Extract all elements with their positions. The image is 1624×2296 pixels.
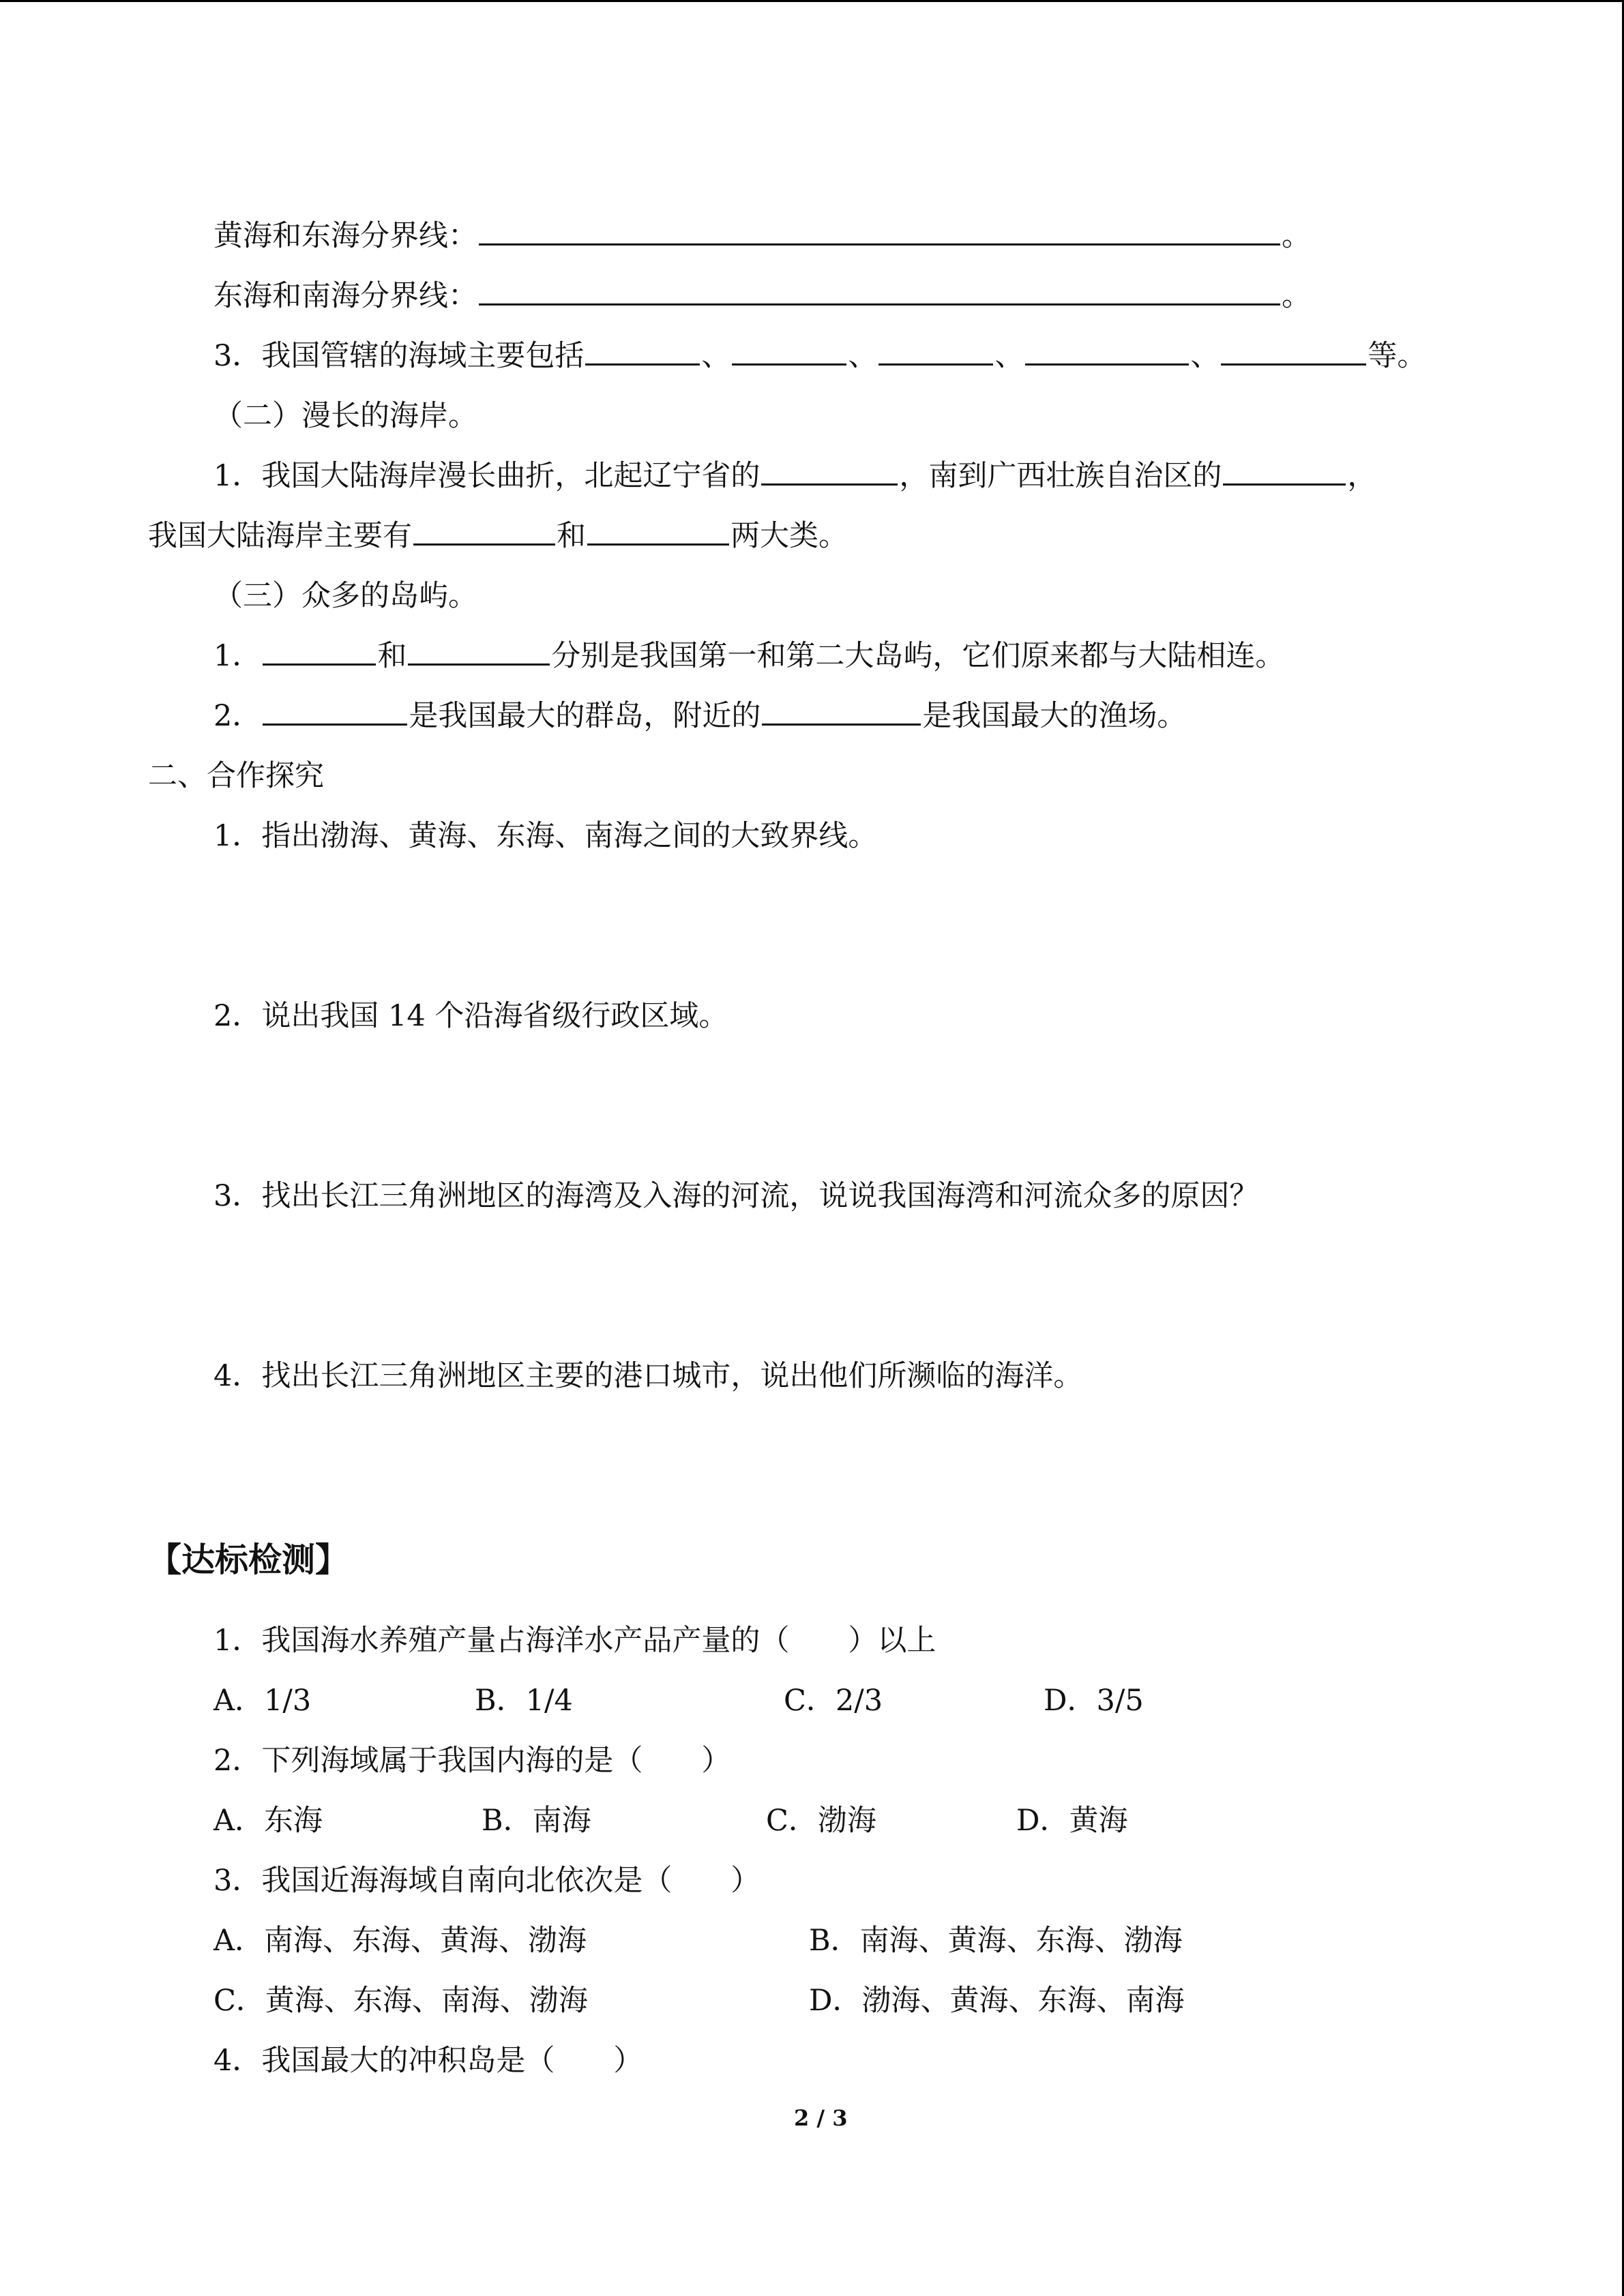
island-question-1 [213, 636, 1284, 676]
coast-question-line-2 [148, 516, 848, 556]
coast-south-blank[interactable] [1223, 456, 1346, 486]
coast-type-blank-2[interactable] [587, 516, 729, 546]
question-number: 1． [213, 639, 262, 673]
boundary-dong-nan-blank[interactable] [479, 276, 1280, 305]
sea-area-blank-2[interactable] [732, 336, 846, 366]
page-top-border [0, 0, 1624, 2]
sea-area-blank-5[interactable] [1221, 336, 1366, 366]
separator: 、 [701, 339, 731, 373]
test-q2-option-c: C．渤海 [766, 1804, 876, 1838]
page-number: 2 / 3 [794, 2105, 848, 2131]
period: 。 [1282, 279, 1311, 313]
boundary-huang-dong-blank[interactable] [479, 216, 1280, 245]
test-q3-option-b: B．南海、黄海、东海、渤海 [809, 1924, 1183, 1958]
test-q3-option-d: D．渤海、黄海、东海、南海 [809, 1984, 1185, 2018]
test-q1-option-a: A．1/3 [213, 1684, 312, 1718]
question-text: 和 [377, 639, 407, 673]
subsection-islands-title: （三）众多的岛屿。 [213, 579, 477, 613]
cooperation-question-2: 2．说出我国 14 个沿海省级行政区域。 [213, 999, 728, 1033]
question-text: 是我国最大的渔场。 [922, 699, 1187, 733]
separator: 、 [994, 339, 1024, 373]
question-text: 3．我国管辖的海域主要包括 [213, 339, 585, 373]
test-q1-option-b: B．1/4 [475, 1684, 573, 1718]
question-suffix: 等。 [1368, 339, 1427, 373]
archipelago-blank[interactable] [263, 696, 407, 726]
separator: 、 [1190, 339, 1220, 373]
test-q2-option-a: A．东海 [213, 1804, 323, 1838]
question-text: 和 [557, 519, 586, 553]
sea-area-question [213, 336, 1426, 376]
cooperation-question-4: 4．找出长江三角洲地区主要的港口城市，说出他们所濒临的海洋。 [213, 1359, 1083, 1393]
cooperation-question-3: 3．找出长江三角洲地区的海湾及入海的河流，说说我国海湾和河流众多的原因？ [213, 1179, 1259, 1213]
island-largest-blank[interactable] [263, 636, 376, 666]
question-text: 两大类。 [730, 519, 848, 553]
cooperation-section-title: 二、合作探究 [148, 759, 324, 793]
test-question-2: 2．下列海域属于我国内海的是（ ） [213, 1744, 731, 1778]
island-question-2 [213, 696, 1186, 736]
comma: ， [1347, 459, 1377, 493]
test-q1-option-d: D．3/5 [1044, 1684, 1144, 1718]
test-q2-option-b: B．南海 [482, 1804, 591, 1838]
test-question-3: 3．我国近海海域自南向北依次是（ ） [213, 1864, 761, 1898]
question-number: 2． [213, 699, 262, 733]
coast-north-blank[interactable] [761, 456, 898, 486]
test-section-title: 【达标检测】 [148, 1540, 349, 1579]
question-text: 1．我国大陆海岸漫长曲折，北起辽宁省的 [213, 459, 761, 493]
boundary-huang-dong-line [213, 215, 1311, 256]
separator: 、 [848, 339, 878, 373]
question-text: 分别是我国第一和第二大岛屿，它们原来都与大陆相连。 [551, 639, 1285, 673]
test-q2-option-d: D．黄海 [1016, 1804, 1128, 1838]
test-q3-option-a: A．南海、东海、黄海、渤海 [213, 1924, 587, 1958]
fishery-blank[interactable] [762, 696, 921, 726]
test-q3-option-c: C．黄海、东海、南海、渤海 [213, 1984, 588, 2018]
subsection-coast-title: （二）漫长的海岸。 [213, 399, 477, 433]
sea-area-blank-1[interactable] [585, 336, 700, 366]
question-text: 我国大陆海岸主要有 [148, 519, 412, 553]
sea-area-blank-4[interactable] [1025, 336, 1189, 366]
question-text: 是我国最大的群岛，附近的 [409, 699, 761, 733]
question-text: ，南到广西壮族自治区的 [899, 459, 1222, 493]
period: 。 [1282, 219, 1311, 253]
boundary-dong-nan-label: 东海和南海分界线： [213, 279, 477, 313]
test-question-1: 1．我国海水养殖产量占海洋水产品产量的（ ）以上 [213, 1624, 936, 1658]
coast-type-blank-1[interactable] [413, 516, 555, 546]
boundary-huang-dong-label: 黄海和东海分界线： [213, 219, 477, 253]
cooperation-question-1: 1．指出渤海、黄海、东海、南海之间的大致界线。 [213, 819, 878, 853]
test-question-4: 4．我国最大的冲积岛是（ ） [213, 2044, 643, 2078]
coast-question-line-1 [213, 456, 1376, 496]
boundary-dong-nan-line [213, 275, 1311, 316]
island-second-blank[interactable] [408, 636, 550, 666]
sea-area-blank-3[interactable] [879, 336, 993, 366]
test-q1-option-c: C．2/3 [784, 1684, 883, 1718]
